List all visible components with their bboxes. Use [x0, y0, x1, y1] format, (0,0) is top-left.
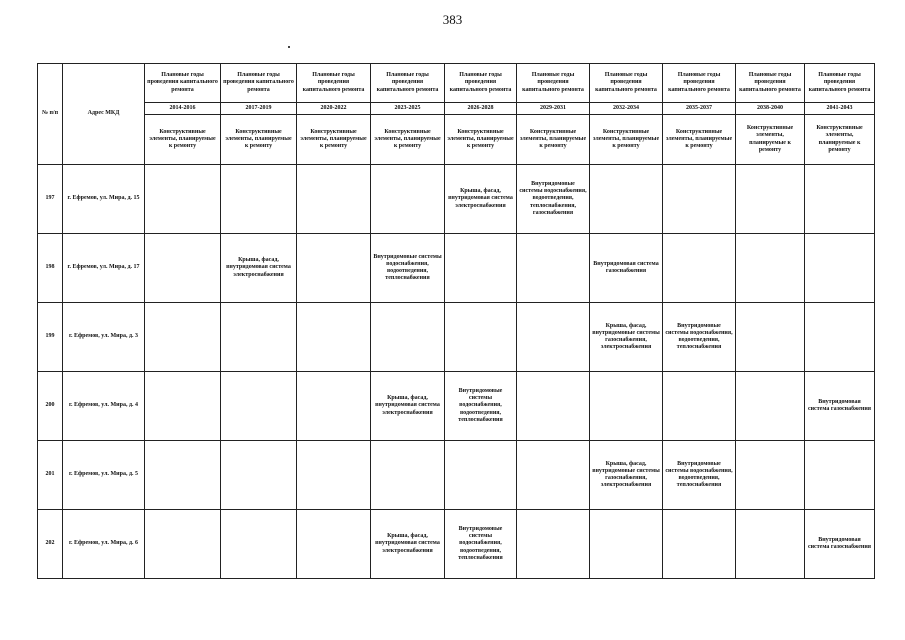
row-address: г. Ефремов, ул. Мира, д. 15: [63, 165, 145, 234]
repair-elements-cell: Внутридомовые системы водоснабжения, водоотведения, теплоснабжения: [445, 372, 517, 441]
header-row-periods: [38, 64, 875, 103]
repair-elements-cell: [736, 510, 805, 579]
repair-elements-cell: [371, 165, 445, 234]
repair-elements-cell: Внутридомовые системы водоснабжения, водоотведения, теплоснабжения: [663, 441, 736, 510]
col-header-elements: Конструктивные элементы, планируемые к ремонту: [736, 115, 805, 165]
repair-elements-cell: [736, 165, 805, 234]
col-header-years: 2035-2037: [663, 103, 736, 115]
col-header-elements: Конструктивные элементы, планируемые к ремонту: [221, 115, 297, 165]
repair-elements-cell: [736, 234, 805, 303]
row-address: г. Ефремов, ул. Мира, д. 6: [63, 510, 145, 579]
col-header-period: Плановые годы проведения капитального ремонта: [371, 64, 445, 103]
col-header-years: 2023-2025: [371, 103, 445, 115]
repair-elements-cell: [736, 441, 805, 510]
col-header-elements: Конструктивные элементы, планируемые к ремонту: [145, 115, 221, 165]
col-header-years: 2032-2034: [590, 103, 663, 115]
repair-elements-cell: [145, 510, 221, 579]
repair-elements-cell: [805, 303, 875, 372]
repair-elements-cell: [517, 372, 590, 441]
row-address: г. Ефремов, ул. Мира, д. 4: [63, 372, 145, 441]
table-row: [38, 510, 875, 579]
col-header-period: Плановые годы проведения капитального ремонта: [736, 64, 805, 103]
col-header-years: 2029-2031: [517, 103, 590, 115]
repair-elements-cell: Крыша, фасад, внутридомовые системы газоснабжения, электроснабжения: [590, 441, 663, 510]
col-header-number: № п/п: [38, 64, 63, 165]
col-header-period: Плановые годы проведения капитального ремонта: [805, 64, 875, 103]
repair-elements-cell: [297, 234, 371, 303]
repair-elements-cell: Внутридомовые системы водоснабжения, водоотведения, теплоснабжения, газоснабжения: [517, 165, 590, 234]
repair-elements-cell: [221, 372, 297, 441]
col-header-period: Плановые годы проведения капитального ремонта: [517, 64, 590, 103]
col-header-years: 2020-2022: [297, 103, 371, 115]
repair-elements-cell: [805, 441, 875, 510]
repair-elements-cell: [663, 165, 736, 234]
repair-elements-cell: [145, 234, 221, 303]
repair-elements-cell: Крыша, фасад, внутридомовая система электроснабжения: [371, 510, 445, 579]
repair-elements-cell: Внутридомовая система газоснабжения: [590, 234, 663, 303]
row-number: 197: [38, 165, 63, 234]
col-header-period: Плановые годы проведения капитального ремонта: [297, 64, 371, 103]
repair-elements-cell: [517, 510, 590, 579]
repair-elements-cell: [663, 234, 736, 303]
repair-elements-cell: Внутридомовая система газоснабжения: [805, 510, 875, 579]
repair-elements-cell: [297, 372, 371, 441]
table-row: [38, 165, 875, 234]
repair-elements-cell: [805, 234, 875, 303]
repair-elements-cell: Крыша, фасад, внутридомовые системы газоснабжения, электроснабжения: [590, 303, 663, 372]
repair-elements-cell: [221, 165, 297, 234]
table-row: [38, 234, 875, 303]
repair-elements-cell: [221, 303, 297, 372]
repair-elements-cell: Внутридомовые системы водоснабжения, водоотведения, теплоснабжения: [663, 303, 736, 372]
repair-elements-cell: Крыша, фасад, внутридомовая система электроснабжения: [221, 234, 297, 303]
repair-elements-cell: [590, 165, 663, 234]
row-number: 198: [38, 234, 63, 303]
col-header-period: Плановые годы проведения капитального ремонта: [445, 64, 517, 103]
repair-elements-cell: Крыша, фасад, внутридомовая система электроснабжения: [445, 165, 517, 234]
repair-elements-cell: [145, 372, 221, 441]
col-header-elements: Конструктивные элементы, планируемые к ремонту: [517, 115, 590, 165]
repair-elements-cell: [371, 303, 445, 372]
col-header-years: 2026-2028: [445, 103, 517, 115]
col-header-elements: Конструктивные элементы, планируемые к ремонту: [663, 115, 736, 165]
repair-elements-cell: [590, 510, 663, 579]
col-header-years: 2017-2019: [221, 103, 297, 115]
repair-elements-cell: [297, 441, 371, 510]
capital-repair-table: [37, 63, 875, 579]
row-number: 202: [38, 510, 63, 579]
repair-elements-cell: Внутридомовые системы водоснабжения, водоотведения, теплоснабжения: [445, 510, 517, 579]
header-row-years: [38, 103, 875, 115]
repair-elements-cell: [445, 303, 517, 372]
col-header-years: 2038-2040: [736, 103, 805, 115]
repair-elements-cell: [805, 165, 875, 234]
header-row-elements: [38, 115, 875, 165]
repair-elements-cell: [297, 510, 371, 579]
col-header-address: Адрес МКД: [63, 64, 145, 165]
repair-elements-cell: [221, 441, 297, 510]
repair-elements-cell: [445, 234, 517, 303]
col-header-period: Плановые годы проведения капитального ремонта: [221, 64, 297, 103]
row-address: г. Ефремов, ул. Мира, д. 5: [63, 441, 145, 510]
table-row: [38, 303, 875, 372]
repair-elements-cell: [145, 165, 221, 234]
repair-elements-cell: [736, 303, 805, 372]
repair-elements-cell: Внутридомовые системы водоснабжения, водоотведения, теплоснабжения: [371, 234, 445, 303]
repair-elements-cell: [445, 441, 517, 510]
col-header-years: 2014-2016: [145, 103, 221, 115]
repair-elements-cell: [517, 303, 590, 372]
repair-elements-cell: [517, 234, 590, 303]
col-header-elements: Конструктивные элементы, планируемые к ремонту: [371, 115, 445, 165]
table-row: [38, 372, 875, 441]
col-header-period: Плановые годы проведения капитального ремонта: [145, 64, 221, 103]
repair-elements-cell: [663, 372, 736, 441]
repair-elements-cell: Крыша, фасад, внутридомовая система электроснабжения: [371, 372, 445, 441]
repair-elements-cell: [145, 441, 221, 510]
row-number: 200: [38, 372, 63, 441]
row-address: г. Ефремов, ул. Мира, д. 17: [63, 234, 145, 303]
page-number: 383: [442, 12, 463, 27]
col-header-elements: Конструктивные элементы, планируемые к ремонту: [297, 115, 371, 165]
col-header-period: Плановые годы проведения капитального ремонта: [590, 64, 663, 103]
repair-elements-cell: [297, 303, 371, 372]
repair-elements-cell: [145, 303, 221, 372]
col-header-years: 2041-2043: [805, 103, 875, 115]
row-number: 201: [38, 441, 63, 510]
row-address: г. Ефремов, ул. Мира, д. 3: [63, 303, 145, 372]
repair-elements-cell: [663, 510, 736, 579]
repair-elements-cell: [297, 165, 371, 234]
col-header-period: Плановые годы проведения капитального ремонта: [663, 64, 736, 103]
table-row: [38, 441, 875, 510]
scan-speck: [288, 46, 290, 48]
repair-elements-cell: [221, 510, 297, 579]
col-header-elements: Конструктивные элементы, планируемые к ремонту: [590, 115, 663, 165]
col-header-elements: Конструктивные элементы, планируемые к ремонту: [805, 115, 875, 165]
row-number: 199: [38, 303, 63, 372]
repair-elements-cell: [736, 372, 805, 441]
repair-elements-cell: [517, 441, 590, 510]
repair-elements-cell: Внутридомовая система газоснабжения: [805, 372, 875, 441]
repair-elements-cell: [590, 372, 663, 441]
repair-elements-cell: [371, 441, 445, 510]
col-header-elements: Конструктивные элементы, планируемые к ремонту: [445, 115, 517, 165]
